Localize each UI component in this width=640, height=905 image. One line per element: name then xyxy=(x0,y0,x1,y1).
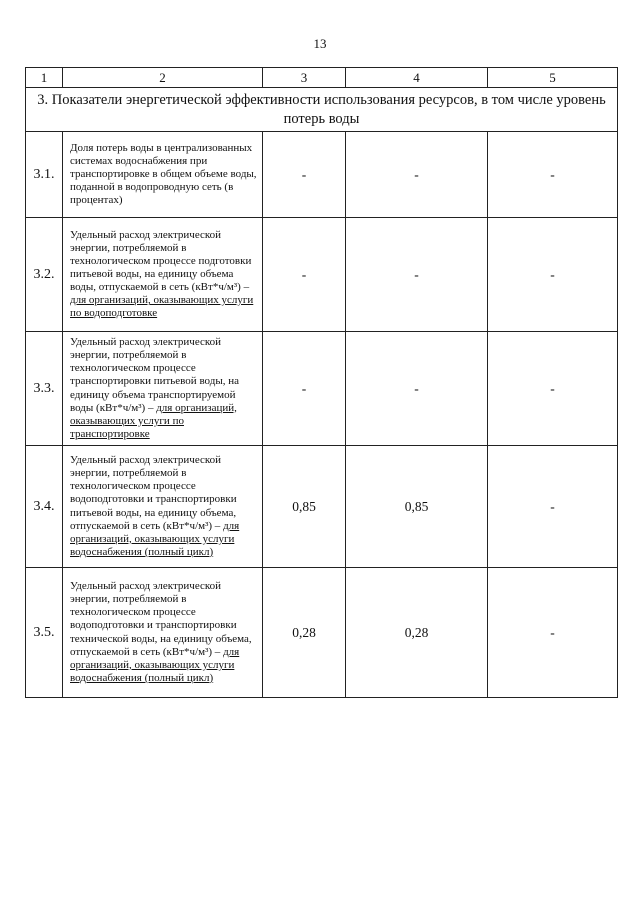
section-title: 3. Показатели энергетической эффективности использования ресурсов, в том числе уровень потерь воды xyxy=(26,88,618,132)
section-row xyxy=(26,88,618,132)
table-row xyxy=(26,568,618,698)
row-description: Удельный расход электрической энергии, потребляемой в технологическом процессе транспортировки питьевой воды, на единицу объема транспортируемой воды (кВт*ч/м³) – для организаций, оказывающих услуги по транспортировке xyxy=(63,332,263,446)
header-col-5: 5 xyxy=(488,68,618,88)
row-value-col4: 0,85 xyxy=(346,446,488,568)
row-description: Удельный расход электрической энергии, потребляемой в технологическом процессе водоподготовки и транспортировки технической воды, на единицу объема, отпускаемой в сеть (кВт*ч/м³) – для организаций, оказывающих услуги водоснабжения (полный цикл) xyxy=(63,568,263,698)
row-value-col4: 0,28 xyxy=(346,568,488,698)
table-row xyxy=(26,446,618,568)
page-number: 13 xyxy=(313,36,327,51)
row-value-col3: 0,85 xyxy=(263,446,346,568)
row-value-col3: - xyxy=(263,132,346,218)
row-value-col4: - xyxy=(346,218,488,332)
row-description: Доля потерь воды в централизованных системах водоснабжения при транспортировке в общем объеме воды, поданной в водопроводную сеть (в процентах) xyxy=(63,132,263,218)
row-number: 3.3. xyxy=(26,332,63,446)
header-col-1: 1 xyxy=(26,68,63,88)
row-value-col4: - xyxy=(346,132,488,218)
row-number: 3.1. xyxy=(26,132,63,218)
table-row xyxy=(26,332,618,446)
table-row xyxy=(26,132,618,218)
row-value-col5: - xyxy=(488,446,618,568)
row-value-col3: - xyxy=(263,218,346,332)
row-value-col5: - xyxy=(488,132,618,218)
row-description: Удельный расход электрической энергии, потребляемой в технологическом процессе подготовки питьевой воды, на единицу объема воды, отпускаемой в сеть (кВт*ч/м³) – для организаций, оказывающих услуги по водоподготовке xyxy=(63,218,263,332)
row-value-col4: - xyxy=(346,332,488,446)
row-value-col5: - xyxy=(488,568,618,698)
row-value-col3: 0,28 xyxy=(263,568,346,698)
header-col-4: 4 xyxy=(346,68,488,88)
row-value-col5: - xyxy=(488,218,618,332)
row-number: 3.4. xyxy=(26,446,63,568)
indicators-table xyxy=(25,67,618,698)
table-header-row xyxy=(26,68,618,88)
table-row xyxy=(26,218,618,332)
row-value-col3: - xyxy=(263,332,346,446)
row-number: 3.2. xyxy=(26,218,63,332)
header-col-3: 3 xyxy=(263,68,346,88)
header-col-2: 2 xyxy=(63,68,263,88)
row-description: Удельный расход электрической энергии, потребляемой в технологическом процессе водоподготовки и транспортировки питьевой воды, на единицу объема, отпускаемой в сеть (кВт*ч/м³) – для организаций, оказывающих услуги водоснабжения (полный цикл) xyxy=(63,446,263,568)
row-number: 3.5. xyxy=(26,568,63,698)
row-value-col5: - xyxy=(488,332,618,446)
